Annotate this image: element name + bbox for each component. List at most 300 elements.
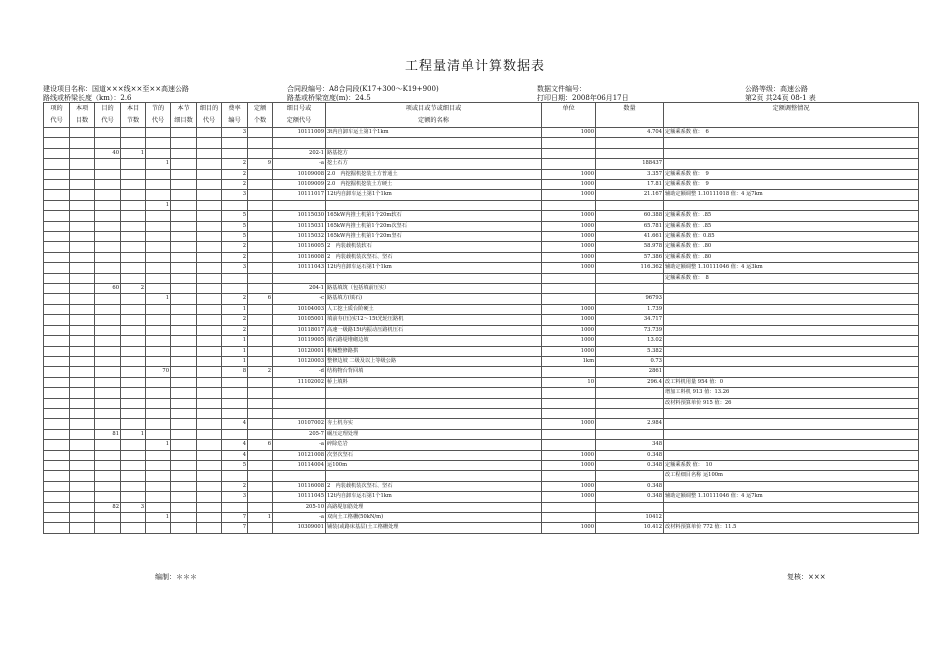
table-cell — [44, 398, 70, 408]
table-cell — [70, 304, 95, 314]
table-cell — [596, 138, 664, 148]
table-cell: 1 — [146, 294, 171, 304]
table-cell — [664, 419, 919, 429]
table-cell: 10.412 — [596, 523, 664, 533]
table-cell — [44, 513, 70, 523]
table-cell — [70, 128, 95, 138]
column-header: 费率 — [222, 103, 248, 116]
table-cell: 10111017 — [273, 190, 326, 200]
table-cell — [248, 315, 273, 325]
table-cell — [197, 232, 222, 242]
table-row — [44, 128, 919, 138]
table-cell — [70, 408, 95, 418]
table-cell — [44, 408, 70, 418]
table-cell: 夯土机夯实 — [326, 419, 542, 429]
table-cell: 2 — [222, 252, 248, 262]
column-header — [664, 115, 919, 128]
table-cell — [197, 211, 222, 221]
table-row — [44, 398, 919, 408]
table-cell — [121, 128, 146, 138]
table-cell — [664, 346, 919, 356]
table-cell — [44, 481, 70, 491]
table-cell — [596, 148, 664, 158]
table-cell: 3.357 — [596, 169, 664, 179]
table-cell — [596, 284, 664, 294]
table-cell — [70, 440, 95, 450]
table-cell — [44, 419, 70, 429]
table-cell — [171, 419, 197, 429]
table-cell: 1km — [542, 356, 596, 366]
table-cell: 10120003 — [273, 356, 326, 366]
table-cell — [664, 440, 919, 450]
table-cell: 0.348 — [596, 450, 664, 460]
table-cell — [222, 377, 248, 387]
table-cell — [664, 138, 919, 148]
table-cell — [44, 180, 70, 190]
print-date: 打印日期：2008年06月17日 — [537, 94, 629, 102]
column-header: 定额代号 — [273, 115, 326, 128]
table-cell — [248, 523, 273, 533]
table-cell — [44, 284, 70, 294]
table-cell: 整修边坡 二级及以上等级公路 — [326, 356, 542, 366]
table-cell: 0.348 — [596, 460, 664, 470]
table-cell — [70, 471, 95, 481]
table-cell — [197, 502, 222, 512]
table-cell — [273, 388, 326, 398]
table-row — [44, 294, 919, 304]
table-cell: 17.81 — [596, 180, 664, 190]
table-cell — [146, 169, 171, 179]
table-cell: 10412 — [596, 513, 664, 523]
table-cell: 改工程细目名称 运100m — [664, 471, 919, 481]
table-cell: 定额乘系数 值：.85 — [664, 221, 919, 231]
table-cell: 1 — [121, 148, 146, 158]
table-cell: 65.781 — [596, 221, 664, 231]
table-cell: 定额乘系数 值： 6 — [664, 128, 919, 138]
table-cell: 挖土石方 — [326, 159, 542, 169]
table-cell — [70, 398, 95, 408]
table-cell — [197, 263, 222, 273]
table-cell — [248, 408, 273, 418]
table-cell: 2.0 内挖掘机挖装土方硬土 — [326, 180, 542, 190]
table-cell: 4 — [222, 440, 248, 450]
table-cell — [171, 450, 197, 460]
table-cell — [273, 200, 326, 210]
table-cell — [70, 492, 95, 502]
table-cell: 12t内自卸车运土第1个1km — [326, 190, 542, 200]
table-cell — [197, 304, 222, 314]
table-cell — [146, 429, 171, 439]
table-cell — [146, 336, 171, 346]
table-cell — [197, 367, 222, 377]
table-cell — [95, 128, 121, 138]
table-cell: 10109009 — [273, 180, 326, 190]
table-cell — [197, 513, 222, 523]
table-row — [44, 346, 919, 356]
table-cell — [171, 502, 197, 512]
table-cell — [171, 481, 197, 491]
table-cell: 机械整修路拱 — [326, 346, 542, 356]
table-cell — [542, 408, 596, 418]
table-cell — [197, 471, 222, 481]
table-cell: 0.348 — [596, 492, 664, 502]
column-header: 个数 — [248, 115, 273, 128]
table-cell — [222, 138, 248, 148]
table-cell: 路基挖方 — [326, 148, 542, 158]
table-cell: 1000 — [542, 190, 596, 200]
table-cell — [197, 242, 222, 252]
table-cell — [542, 429, 596, 439]
table-cell — [70, 356, 95, 366]
table-cell — [146, 242, 171, 252]
table-cell — [326, 398, 542, 408]
table-cell — [70, 450, 95, 460]
table-cell — [171, 252, 197, 262]
table-cell: 165kW内推土机第1个20m坚石 — [326, 232, 542, 242]
table-cell: 2 — [121, 284, 146, 294]
table-cell: 1000 — [542, 128, 596, 138]
table-cell: 铺装(或路床基层)土工格栅处理 — [326, 523, 542, 533]
table-cell: 7 — [222, 523, 248, 533]
table-cell — [326, 200, 542, 210]
table-cell: 改工料机用量 954 值：0 — [664, 377, 919, 387]
table-cell: 10115031 — [273, 221, 326, 231]
table-cell: 结构物台背回填 — [326, 367, 542, 377]
table-cell — [70, 336, 95, 346]
table-cell — [121, 190, 146, 200]
table-cell: 10115032 — [273, 232, 326, 242]
table-cell — [197, 377, 222, 387]
table-cell — [171, 242, 197, 252]
table-cell — [248, 429, 273, 439]
table-cell: 7 — [222, 513, 248, 523]
table-cell: 1000 — [542, 492, 596, 502]
table-cell — [121, 450, 146, 460]
table-cell — [326, 273, 542, 283]
table-cell — [121, 460, 146, 470]
table-cell — [664, 325, 919, 335]
column-header: 定额 — [248, 103, 273, 116]
table-cell — [146, 502, 171, 512]
table-cell — [146, 180, 171, 190]
table-cell — [664, 159, 919, 169]
table-cell: 填前夯(压)实12～15t光轮压路机 — [326, 315, 542, 325]
column-header: 本目 — [121, 103, 146, 116]
table-cell — [248, 346, 273, 356]
table-cell: 0.73 — [596, 356, 664, 366]
table-cell: 2 — [222, 180, 248, 190]
table-cell — [44, 460, 70, 470]
table-cell — [70, 325, 95, 335]
table-cell: 1000 — [542, 232, 596, 242]
table-cell — [596, 398, 664, 408]
table-cell — [44, 128, 70, 138]
table-cell — [121, 325, 146, 335]
table-cell — [197, 450, 222, 460]
table-cell — [326, 138, 542, 148]
table-cell — [664, 294, 919, 304]
table-cell — [248, 242, 273, 252]
column-header — [542, 115, 596, 128]
table-cell: 60.388 — [596, 211, 664, 221]
table-cell — [95, 356, 121, 366]
table-row — [44, 159, 919, 169]
table-cell: 次坚次坚石 — [326, 450, 542, 460]
table-cell: 1 — [222, 346, 248, 356]
table-cell — [222, 471, 248, 481]
table-cell — [197, 419, 222, 429]
table-cell — [70, 221, 95, 231]
table-cell — [326, 388, 542, 398]
table-cell: 296.4 — [596, 377, 664, 387]
column-header: 本节 — [171, 103, 197, 116]
table-cell: 1 — [146, 159, 171, 169]
table-cell: 1000 — [542, 346, 596, 356]
table-cell — [273, 408, 326, 418]
table-cell: 1.739 — [596, 304, 664, 314]
table-cell — [542, 471, 596, 481]
table-row — [44, 232, 919, 242]
table-cell — [222, 429, 248, 439]
table-cell — [70, 367, 95, 377]
table-row — [44, 252, 919, 262]
table-cell: 定额乘系数 值： 9 — [664, 180, 919, 190]
table-cell: 定额乘系数 值：.80 — [664, 242, 919, 252]
table-cell — [248, 481, 273, 491]
table-cell — [146, 190, 171, 200]
table-cell: -c — [273, 294, 326, 304]
table-cell — [664, 315, 919, 325]
table-cell — [146, 304, 171, 314]
table-cell — [171, 138, 197, 148]
table-cell — [44, 377, 70, 387]
table-cell — [95, 336, 121, 346]
table-cell — [70, 180, 95, 190]
table-cell — [95, 388, 121, 398]
table-cell: -a — [273, 159, 326, 169]
table-cell: 10105001 — [273, 315, 326, 325]
table-cell — [542, 273, 596, 283]
table-cell — [70, 388, 95, 398]
table-cell — [95, 180, 121, 190]
column-header: 目数 — [70, 115, 95, 128]
table-cell — [197, 221, 222, 231]
table-cell: 1 — [248, 513, 273, 523]
table-cell — [44, 294, 70, 304]
table-row — [44, 471, 919, 481]
table-cell — [664, 356, 919, 366]
table-cell — [248, 377, 273, 387]
table-cell — [197, 481, 222, 491]
table-cell — [121, 232, 146, 242]
table-cell: 205-10 — [273, 502, 326, 512]
table-cell: 96793 — [596, 294, 664, 304]
table-cell: 10104003 — [273, 304, 326, 314]
column-header — [596, 115, 664, 128]
table-cell — [44, 232, 70, 242]
table-cell — [273, 471, 326, 481]
table-cell — [95, 304, 121, 314]
table-row — [44, 180, 919, 190]
page-title: 工程量清单计算数据表 — [404, 59, 545, 74]
table-cell: 2 内装载机装次坚石、坚石 — [326, 252, 542, 262]
table-cell — [95, 200, 121, 210]
table-cell — [121, 200, 146, 210]
table-cell: 定额乘系数 值： 9 — [664, 169, 919, 179]
table-cell — [95, 190, 121, 200]
table-cell — [248, 232, 273, 242]
table-cell: 5 — [222, 460, 248, 470]
table-cell — [70, 419, 95, 429]
table-row — [44, 221, 919, 231]
table-cell — [70, 159, 95, 169]
table-cell — [70, 242, 95, 252]
table-cell — [95, 346, 121, 356]
table-cell: 5 — [222, 211, 248, 221]
table-cell — [70, 377, 95, 387]
column-header: 细目号或 — [273, 103, 326, 116]
table-cell — [197, 429, 222, 439]
table-cell: 1000 — [542, 252, 596, 262]
table-cell — [44, 159, 70, 169]
table-cell — [44, 242, 70, 252]
table-cell — [70, 273, 95, 283]
table-cell — [596, 429, 664, 439]
table-cell — [273, 273, 326, 283]
table-cell: 188437 — [596, 159, 664, 169]
table-row — [44, 138, 919, 148]
table-cell: 路基填筑（包括填前压实） — [326, 284, 542, 294]
table-cell — [171, 471, 197, 481]
table-cell — [70, 315, 95, 325]
table-cell — [197, 284, 222, 294]
table-cell: 12t内自卸车运石第1个1km — [326, 263, 542, 273]
table-cell — [95, 169, 121, 179]
table-cell — [171, 284, 197, 294]
table-cell: 1 — [146, 440, 171, 450]
table-cell: 10107002 — [273, 419, 326, 429]
table-cell — [70, 429, 95, 439]
table-cell: 3t内自卸车运土第1个1km — [326, 128, 542, 138]
table-cell — [146, 346, 171, 356]
table-cell: 2 — [222, 169, 248, 179]
table-cell: 4.704 — [596, 128, 664, 138]
table-cell — [44, 169, 70, 179]
table-cell — [95, 325, 121, 335]
table-cell: 1000 — [542, 180, 596, 190]
table-cell — [664, 367, 919, 377]
table-row — [44, 502, 919, 512]
table-cell — [248, 388, 273, 398]
table-cell: 10116008 — [273, 481, 326, 491]
table-cell — [44, 336, 70, 346]
column-header: 目的 — [95, 103, 121, 116]
table-row — [44, 273, 919, 283]
table-cell — [197, 440, 222, 450]
table-cell — [70, 294, 95, 304]
table-cell — [171, 211, 197, 221]
table-cell — [197, 190, 222, 200]
table-cell — [197, 169, 222, 179]
route-length: 路线或桥梁长度（km）：2.6 — [43, 94, 132, 102]
table-cell — [121, 471, 146, 481]
table-cell: -a — [273, 513, 326, 523]
table-cell: 1000 — [542, 325, 596, 335]
table-cell — [70, 523, 95, 533]
table-cell: 205-7 — [273, 429, 326, 439]
table-cell — [248, 200, 273, 210]
table-cell — [95, 315, 121, 325]
table-cell — [248, 419, 273, 429]
table-cell — [197, 398, 222, 408]
table-cell — [222, 284, 248, 294]
table-cell — [121, 336, 146, 346]
table-row — [44, 284, 919, 294]
table-cell — [95, 440, 121, 450]
table-cell: 定额乘系数 值：0.85 — [664, 232, 919, 242]
table-cell — [70, 138, 95, 148]
table-cell: 高速一级路15t内振动压路机压石 — [326, 325, 542, 335]
table-cell: 1 — [121, 429, 146, 439]
table-row — [44, 523, 919, 533]
table-cell — [171, 429, 197, 439]
table-cell — [248, 304, 273, 314]
reviewer-label: 复核：××× — [787, 573, 826, 581]
table-cell — [70, 502, 95, 512]
table-cell — [171, 408, 197, 418]
table-cell: 57.386 — [596, 252, 664, 262]
table-cell — [121, 315, 146, 325]
table-cell — [197, 492, 222, 502]
table-cell: 人工挖土质台阶硬土 — [326, 304, 542, 314]
table-cell — [95, 408, 121, 418]
table-cell — [542, 388, 596, 398]
table-cell — [44, 263, 70, 273]
table-cell — [542, 138, 596, 148]
table-cell — [248, 128, 273, 138]
table-cell: 10309001 — [273, 523, 326, 533]
table-cell — [171, 273, 197, 283]
table-cell — [248, 284, 273, 294]
table-cell — [542, 159, 596, 169]
table-cell — [664, 408, 919, 418]
table-cell — [248, 138, 273, 148]
table-cell — [121, 304, 146, 314]
table-cell: 辅助定额调整 1.10111046 值：4 运3km — [664, 263, 919, 273]
table-cell — [248, 492, 273, 502]
table-cell — [146, 273, 171, 283]
column-header: 细目数 — [171, 115, 197, 128]
table-row — [44, 356, 919, 366]
table-row — [44, 450, 919, 460]
table-cell — [171, 304, 197, 314]
table-cell — [95, 398, 121, 408]
table-cell — [95, 294, 121, 304]
table-cell — [95, 242, 121, 252]
table-cell: 10109008 — [273, 169, 326, 179]
table-cell — [197, 336, 222, 346]
table-cell: 165kW内推土机第1个20m软石 — [326, 211, 542, 221]
table-cell — [222, 388, 248, 398]
table-cell: 2 内装载机装次坚石、坚石 — [326, 481, 542, 491]
table-cell: 10119005 — [273, 336, 326, 346]
table-row — [44, 419, 919, 429]
table-cell — [95, 211, 121, 221]
table-cell — [44, 429, 70, 439]
table-cell — [248, 450, 273, 460]
table-row — [44, 388, 919, 398]
table-cell — [146, 128, 171, 138]
